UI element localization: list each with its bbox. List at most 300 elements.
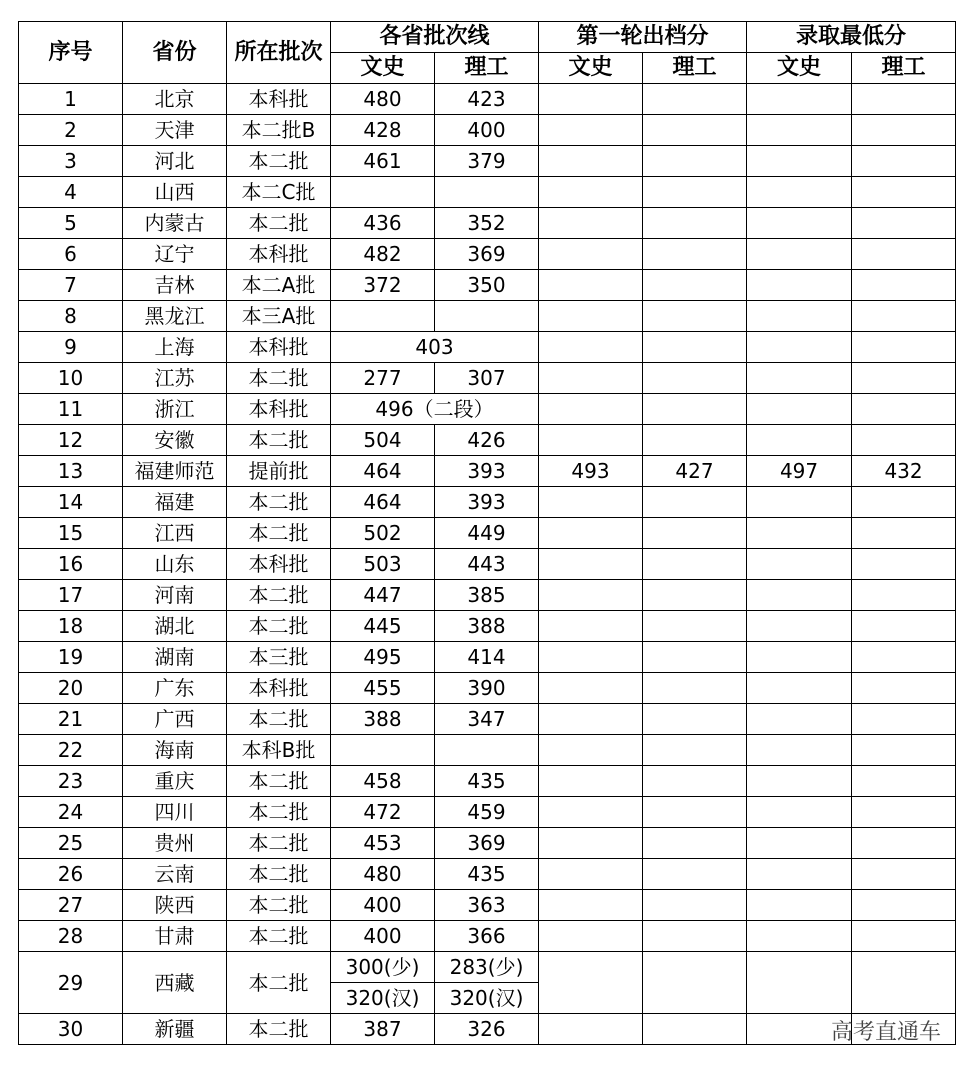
table-row-tibet-1 [19, 952, 956, 983]
cell-line-ligong: 393 [435, 487, 539, 518]
cell-first-wenshi [539, 611, 643, 642]
table-row [19, 394, 956, 425]
cell-min-wenshi [747, 270, 852, 301]
cell-min-ligong [852, 766, 956, 797]
cell-min-wenshi: 497 [747, 456, 852, 487]
header-ligong: 理工 [852, 53, 956, 84]
cell-seq: 28 [19, 921, 123, 952]
cell-line-ligong [435, 735, 539, 766]
header-ligong: 理工 [435, 53, 539, 84]
cell-line-wenshi [331, 301, 435, 332]
cell-batch: 本科批 [227, 332, 331, 363]
cell-line-wenshi: 455 [331, 673, 435, 704]
cell-line-wenshi: 436 [331, 208, 435, 239]
cell-min-ligong [852, 363, 956, 394]
cell-first-ligong [643, 425, 747, 456]
cell-first-ligong [643, 301, 747, 332]
cell-min-ligong [852, 332, 956, 363]
cell-province: 江西 [123, 518, 227, 549]
cell-seq: 9 [19, 332, 123, 363]
cell-line-wenshi: 300(少) [331, 952, 435, 983]
cell-seq: 24 [19, 797, 123, 828]
cell-line-ligong: 326 [435, 1014, 539, 1045]
cell-seq: 8 [19, 301, 123, 332]
cell-batch: 本二批 [227, 859, 331, 890]
table-row [19, 766, 956, 797]
cell-line-wenshi [331, 735, 435, 766]
cell-first-ligong [643, 394, 747, 425]
cell-province: 湖南 [123, 642, 227, 673]
cell-province: 上海 [123, 332, 227, 363]
cell-line-ligong: 307 [435, 363, 539, 394]
cell-line-wenshi: 400 [331, 921, 435, 952]
cell-min-ligong [852, 704, 956, 735]
cell-seq: 25 [19, 828, 123, 859]
cell-seq: 15 [19, 518, 123, 549]
cell-province: 山东 [123, 549, 227, 580]
cell-min-ligong [852, 859, 956, 890]
cell-batch: 本二批 [227, 766, 331, 797]
cell-min-ligong [852, 549, 956, 580]
cell-batch: 本二批 [227, 518, 331, 549]
cell-first-ligong [643, 673, 747, 704]
cell-batch: 本科批 [227, 549, 331, 580]
cell-line-ligong: 363 [435, 890, 539, 921]
cell-line-ligong: 449 [435, 518, 539, 549]
cell-line-wenshi: 461 [331, 146, 435, 177]
cell-line-wenshi: 447 [331, 580, 435, 611]
cell-line-wenshi: 388 [331, 704, 435, 735]
cell-min-ligong [852, 611, 956, 642]
cell-first-wenshi [539, 828, 643, 859]
header-wenshi: 文史 [331, 53, 435, 84]
cell-line-wenshi: 464 [331, 487, 435, 518]
cell-batch: 本二C批 [227, 177, 331, 208]
cell-seq: 14 [19, 487, 123, 518]
cell-province: 安徽 [123, 425, 227, 456]
cell-line-ligong: 369 [435, 239, 539, 270]
cell-min-wenshi [747, 890, 852, 921]
cell-line-wenshi: 277 [331, 363, 435, 394]
cell-first-wenshi [539, 1014, 643, 1045]
cell-first-wenshi [539, 239, 643, 270]
cell-min-wenshi [747, 84, 852, 115]
cell-province: 江苏 [123, 363, 227, 394]
cell-province: 甘肃 [123, 921, 227, 952]
cell-min-ligong [852, 177, 956, 208]
table-row-xinjiang [19, 1014, 956, 1045]
cell-min-wenshi [747, 580, 852, 611]
score-table [18, 21, 956, 1045]
table-row [19, 611, 956, 642]
cell-first-wenshi [539, 84, 643, 115]
cell-min-wenshi [747, 208, 852, 239]
cell-batch: 本三批 [227, 642, 331, 673]
cell-province: 天津 [123, 115, 227, 146]
cell-seq: 29 [19, 952, 123, 1014]
cell-seq: 16 [19, 549, 123, 580]
cell-min-ligong [852, 890, 956, 921]
cell-min-ligong [852, 952, 956, 1014]
cell-min-ligong [852, 115, 956, 146]
cell-seq: 4 [19, 177, 123, 208]
cell-min-ligong [852, 394, 956, 425]
cell-batch: 本二批 [227, 146, 331, 177]
cell-seq: 17 [19, 580, 123, 611]
cell-province: 内蒙古 [123, 208, 227, 239]
cell-batch: 本二A批 [227, 270, 331, 301]
table-row [19, 301, 956, 332]
cell-province: 湖北 [123, 611, 227, 642]
cell-province: 西藏 [123, 952, 227, 1014]
cell-min-wenshi [747, 828, 852, 859]
cell-line-wenshi: 458 [331, 766, 435, 797]
cell-first-wenshi [539, 394, 643, 425]
header-province: 省份 [123, 22, 227, 84]
cell-province: 新疆 [123, 1014, 227, 1045]
cell-line-wenshi: 372 [331, 270, 435, 301]
cell-province: 海南 [123, 735, 227, 766]
cell-min-ligong [852, 239, 956, 270]
cell-seq: 30 [19, 1014, 123, 1045]
cell-min-wenshi [747, 332, 852, 363]
cell-first-ligong [643, 580, 747, 611]
cell-min-ligong [852, 208, 956, 239]
cell-line-wenshi: 320(汉) [331, 983, 435, 1014]
cell-province: 贵州 [123, 828, 227, 859]
cell-first-ligong [643, 549, 747, 580]
table-row [19, 115, 956, 146]
cell-province: 广西 [123, 704, 227, 735]
cell-seq: 10 [19, 363, 123, 394]
cell-seq: 1 [19, 84, 123, 115]
table-row [19, 487, 956, 518]
cell-first-wenshi [539, 921, 643, 952]
cell-line-merged: 403 [331, 332, 539, 363]
cell-first-wenshi [539, 487, 643, 518]
cell-seq: 27 [19, 890, 123, 921]
cell-batch: 本二批 [227, 208, 331, 239]
cell-first-ligong [643, 859, 747, 890]
cell-first-ligong [643, 735, 747, 766]
cell-min-ligong [852, 487, 956, 518]
cell-line-wenshi: 482 [331, 239, 435, 270]
cell-line-ligong: 369 [435, 828, 539, 859]
cell-first-ligong [643, 115, 747, 146]
cell-seq: 26 [19, 859, 123, 890]
table-row [19, 828, 956, 859]
table-row [19, 177, 956, 208]
cell-min-ligong [852, 425, 956, 456]
table-row [19, 921, 956, 952]
cell-min-ligong [852, 580, 956, 611]
cell-first-ligong [643, 518, 747, 549]
cell-min-ligong [852, 84, 956, 115]
cell-first-wenshi [539, 890, 643, 921]
cell-first-ligong [643, 921, 747, 952]
cell-line-ligong: 320(汉) [435, 983, 539, 1014]
cell-line-wenshi: 504 [331, 425, 435, 456]
cell-line-ligong: 423 [435, 84, 539, 115]
cell-line-wenshi: 503 [331, 549, 435, 580]
cell-batch: 本二批 [227, 425, 331, 456]
cell-line-wenshi: 472 [331, 797, 435, 828]
cell-batch: 本三A批 [227, 301, 331, 332]
cell-line-ligong: 366 [435, 921, 539, 952]
cell-first-wenshi [539, 146, 643, 177]
table-row [19, 332, 956, 363]
cell-province: 吉林 [123, 270, 227, 301]
cell-first-ligong [643, 642, 747, 673]
cell-seq: 3 [19, 146, 123, 177]
cell-first-ligong [643, 1014, 747, 1045]
cell-batch: 本二批 [227, 921, 331, 952]
cell-seq: 13 [19, 456, 123, 487]
cell-line-wenshi: 387 [331, 1014, 435, 1045]
header-wenshi: 文史 [539, 53, 643, 84]
table-row [19, 580, 956, 611]
table-row [19, 549, 956, 580]
header-batch-line: 各省批次线 [331, 22, 539, 53]
cell-first-ligong [643, 797, 747, 828]
cell-first-wenshi [539, 363, 643, 394]
cell-batch: 本二批 [227, 704, 331, 735]
cell-line-ligong: 426 [435, 425, 539, 456]
table-row [19, 642, 956, 673]
cell-first-wenshi [539, 952, 643, 1014]
cell-first-ligong [643, 704, 747, 735]
cell-min-wenshi [747, 766, 852, 797]
cell-line-ligong: 443 [435, 549, 539, 580]
cell-line-wenshi: 445 [331, 611, 435, 642]
cell-min-wenshi [747, 177, 852, 208]
cell-batch: 本科批 [227, 84, 331, 115]
cell-province: 广东 [123, 673, 227, 704]
table-row [19, 270, 956, 301]
header-seq: 序号 [19, 22, 123, 84]
cell-first-ligong [643, 952, 747, 1014]
cell-line-ligong: 379 [435, 146, 539, 177]
cell-batch: 本二批B [227, 115, 331, 146]
cell-line-ligong: 435 [435, 859, 539, 890]
cell-line-wenshi: 453 [331, 828, 435, 859]
table-row [19, 239, 956, 270]
cell-seq: 21 [19, 704, 123, 735]
cell-seq: 11 [19, 394, 123, 425]
cell-batch: 本二批 [227, 1014, 331, 1045]
cell-min-wenshi [747, 921, 852, 952]
table-row [19, 518, 956, 549]
cell-min-wenshi [747, 642, 852, 673]
cell-seq: 7 [19, 270, 123, 301]
cell-min-wenshi [747, 611, 852, 642]
header-ligong: 理工 [643, 53, 747, 84]
table-row [19, 208, 956, 239]
cell-first-ligong [643, 332, 747, 363]
cell-province: 浙江 [123, 394, 227, 425]
cell-first-ligong: 427 [643, 456, 747, 487]
header-min-score: 录取最低分 [747, 22, 956, 53]
cell-batch: 提前批 [227, 456, 331, 487]
cell-first-wenshi: 493 [539, 456, 643, 487]
table-row [19, 673, 956, 704]
cell-min-wenshi [747, 487, 852, 518]
cell-min-ligong [852, 146, 956, 177]
cell-batch: 本二批 [227, 952, 331, 1014]
header-first-round: 第一轮出档分 [539, 22, 747, 53]
cell-line-wenshi: 464 [331, 456, 435, 487]
cell-first-ligong [643, 146, 747, 177]
cell-min-wenshi [747, 704, 852, 735]
cell-batch: 本二批 [227, 487, 331, 518]
cell-line-ligong: 459 [435, 797, 539, 828]
cell-min-wenshi [747, 952, 852, 1014]
cell-line-ligong: 388 [435, 611, 539, 642]
cell-province: 黑龙江 [123, 301, 227, 332]
cell-seq: 22 [19, 735, 123, 766]
cell-first-ligong [643, 177, 747, 208]
cell-first-wenshi [539, 580, 643, 611]
cell-min-ligong [852, 797, 956, 828]
cell-line-ligong: 390 [435, 673, 539, 704]
cell-min-wenshi [747, 859, 852, 890]
cell-first-wenshi [539, 270, 643, 301]
table-row [19, 735, 956, 766]
table-row [19, 890, 956, 921]
cell-min-ligong [852, 518, 956, 549]
cell-first-wenshi [539, 766, 643, 797]
cell-first-wenshi [539, 301, 643, 332]
cell-first-ligong [643, 890, 747, 921]
cell-min-wenshi [747, 394, 852, 425]
cell-line-ligong [435, 177, 539, 208]
cell-seq: 18 [19, 611, 123, 642]
cell-min-ligong [852, 642, 956, 673]
cell-batch: 本二批 [227, 611, 331, 642]
cell-first-wenshi [539, 735, 643, 766]
table-row [19, 704, 956, 735]
cell-batch: 本二批 [227, 580, 331, 611]
table-row [19, 859, 956, 890]
cell-line-ligong: 435 [435, 766, 539, 797]
cell-first-ligong [643, 239, 747, 270]
cell-min-wenshi [747, 735, 852, 766]
cell-batch: 本科批 [227, 673, 331, 704]
cell-line-ligong: 350 [435, 270, 539, 301]
cell-province: 辽宁 [123, 239, 227, 270]
table-row [19, 797, 956, 828]
cell-min-wenshi [747, 146, 852, 177]
cell-seq: 20 [19, 673, 123, 704]
cell-first-ligong [643, 84, 747, 115]
cell-province: 河北 [123, 146, 227, 177]
cell-min-ligong [852, 735, 956, 766]
header-row-1 [19, 22, 956, 53]
cell-min-ligong [852, 301, 956, 332]
cell-province: 云南 [123, 859, 227, 890]
cell-min-wenshi [747, 363, 852, 394]
cell-first-ligong [643, 611, 747, 642]
cell-min-wenshi [747, 518, 852, 549]
cell-line-ligong: 393 [435, 456, 539, 487]
header-batch: 所在批次 [227, 22, 331, 84]
table-row [19, 425, 956, 456]
cell-min-ligong [852, 673, 956, 704]
cell-first-wenshi [539, 518, 643, 549]
cell-min-wenshi [747, 301, 852, 332]
cell-min-wenshi [747, 797, 852, 828]
cell-first-wenshi [539, 642, 643, 673]
cell-province: 陕西 [123, 890, 227, 921]
cell-batch: 本二批 [227, 828, 331, 859]
cell-line-wenshi: 428 [331, 115, 435, 146]
cell-first-wenshi [539, 208, 643, 239]
cell-seq: 2 [19, 115, 123, 146]
cell-line-merged: 496（二段） [331, 394, 539, 425]
cell-first-wenshi [539, 797, 643, 828]
table-row [19, 84, 956, 115]
cell-min-ligong [852, 270, 956, 301]
cell-min-ligong: 432 [852, 456, 956, 487]
cell-batch: 本二批 [227, 890, 331, 921]
cell-batch: 本科批 [227, 239, 331, 270]
cell-first-ligong [643, 766, 747, 797]
cell-seq: 5 [19, 208, 123, 239]
cell-province: 河南 [123, 580, 227, 611]
cell-first-wenshi [539, 673, 643, 704]
cell-first-wenshi [539, 332, 643, 363]
table-row [19, 363, 956, 394]
cell-first-ligong [643, 270, 747, 301]
cell-province: 福建师范 [123, 456, 227, 487]
header-wenshi: 文史 [747, 53, 852, 84]
cell-batch: 本二批 [227, 363, 331, 394]
cell-min-wenshi [747, 239, 852, 270]
watermark: 高考直通车 [830, 1020, 941, 1045]
cell-seq: 19 [19, 642, 123, 673]
cell-line-wenshi: 480 [331, 859, 435, 890]
cell-province: 四川 [123, 797, 227, 828]
cell-line-ligong: 283(少) [435, 952, 539, 983]
table-row [19, 146, 956, 177]
cell-line-wenshi [331, 177, 435, 208]
cell-min-wenshi [747, 425, 852, 456]
cell-line-ligong: 385 [435, 580, 539, 611]
cell-first-wenshi [539, 704, 643, 735]
cell-line-ligong [435, 301, 539, 332]
cell-min-ligong [852, 921, 956, 952]
cell-province: 重庆 [123, 766, 227, 797]
table-body [19, 84, 956, 1045]
cell-province: 山西 [123, 177, 227, 208]
cell-province: 福建 [123, 487, 227, 518]
cell-first-ligong [643, 828, 747, 859]
cell-batch: 本科批 [227, 394, 331, 425]
table-row [19, 456, 956, 487]
cell-batch: 本科B批 [227, 735, 331, 766]
cell-first-ligong [643, 208, 747, 239]
cell-province: 北京 [123, 84, 227, 115]
cell-line-ligong: 352 [435, 208, 539, 239]
cell-line-ligong: 414 [435, 642, 539, 673]
cell-min-wenshi [747, 673, 852, 704]
cell-seq: 6 [19, 239, 123, 270]
cell-first-wenshi [539, 859, 643, 890]
cell-first-wenshi [539, 177, 643, 208]
cell-line-ligong: 400 [435, 115, 539, 146]
cell-line-wenshi: 480 [331, 84, 435, 115]
cell-seq: 23 [19, 766, 123, 797]
